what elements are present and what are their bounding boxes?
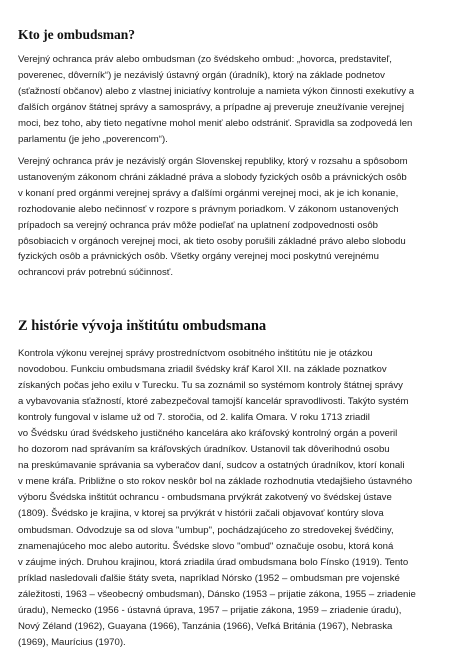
- text-line: vo Švédsku úrad švédskeho justičného kancelára ako kráľovský kontrolný orgán a poveril: [18, 428, 398, 440]
- text-line: ďalších orgánov štátnej správy a samosprávy, a prípadne aj preveruje zneužívanie verejnej: [18, 101, 404, 113]
- text-line: ombudsman. Odvodzuje sa od slova "umbup", pochádzajúceho zo stredovekej švédčiny,: [18, 524, 394, 536]
- text-line: moci, bez toho, aby tieto negatívne mohol meniť alebo odstrániť. Spravidla sa zodpovedá len: [18, 117, 413, 129]
- text-line: ho dozorom nad správaním sa kráľovských úradníkov. Ustanovil tak dôverihodnú osobu: [18, 444, 390, 456]
- text-line: pôsobiacich v orgánoch verejnej moci, ak tieto osoby porušili základné právo alebo slobodu: [18, 235, 406, 247]
- text-line: parlamentu (je jeho „poverencom“).: [18, 133, 168, 145]
- paragraph-history: [18, 346, 450, 651]
- text-line: znamenajúceho moc alebo autoritu. Švédske slovo "ombud" označuje osobu, ktorá koná: [18, 540, 394, 552]
- text-line: Verejný ochranca práv je nezávislý orgán Slovenskej republiky, ktorý v rozsahu a spôsobom: [18, 156, 408, 167]
- text-line: kontroly fungoval v islame už od 7. storočia, od 2. kalifa Omara. V roku 1713 zriadil: [18, 412, 370, 424]
- text-line: v mene kráľa. Približne o sto rokov neskôr bol na základe rozhodnutia vtedajšieho ústavného: [18, 476, 413, 488]
- text-line: záležitosti, 1963 – všeobecný ombudsman), Dánsko (1953 – prijatie zákona, 1955 – zriadenie: [18, 588, 416, 600]
- paragraph-definition: [18, 52, 450, 147]
- text-line: Kontrola výkonu verejnej správy prostredníctvom osobitného inštitútu nie je otázkou: [18, 348, 373, 359]
- section-title-ombudsman: Kto je ombudsman?: [18, 27, 136, 42]
- text-line: príklad nasledovali ďalšie štáty sveta, napríklad Nórsko (1952 – ombudsman pre vojenské: [18, 572, 400, 584]
- section-title-history: Z histórie vývoja inštitútu ombudsmana: [18, 318, 267, 334]
- text-line: (1969), Maurícius (1970).: [18, 636, 126, 648]
- text-line: na preskúmavanie správania sa vyberačov daní, sudcov a ostatných úradníkov, ktorí konali: [18, 460, 405, 472]
- text-line: výboru Švédska inštitút ochrancu - ombudsmana prvýkrát zakotvený vo švédskej ústave: [18, 492, 392, 504]
- text-line: prípadoch sa verejný ochranca práv môže podieľať na uplatnení zodpovednosti osôb: [18, 219, 378, 231]
- paragraph-slovak-ombudsman: [18, 154, 450, 281]
- text-line: a vybavovania sťažností, ktoré zabezpečoval tamojší kancelár spravodlivosti. Takýto systém: [18, 396, 409, 408]
- text-line: získaných počas jeho exilu v Turecku. Tu sa zoznámil so systémom kontroly štátnej správy: [18, 380, 403, 392]
- text-line: ustanoveným zákonom chráni základné práva a slobody fyzických osôb a právnických osôb: [18, 171, 407, 183]
- text-line: v konaní pred orgánmi verejnej správy a ďalšími orgánmi verejnej moci, ak je ich konanie,: [18, 187, 399, 199]
- text-line: Verejný ochranca práv alebo ombudsman (zo švédskeho ombud: „hovorca, predstaviteľ,: [18, 54, 392, 65]
- text-line: Nový Zéland (1962), Guayana (1966), Tanzánia (1966), Veľká Británia (1967), Nebraska: [18, 620, 393, 632]
- text-line: (1809). Švédsko je krajina, v ktorej sa prvýkrát v histórii začali objavovať kontúry slova: [18, 508, 384, 520]
- text-line: poverenec, dôverník“) je nezávislý ústavný orgán (úradník), ktorý na základe podnetov: [18, 69, 385, 81]
- text-line: ochrancovi práv potrebnú súčinnosť.: [18, 267, 174, 279]
- text-line: novodobou. Funkciu ombudsmana zriadil švédsky kráľ Karol XII. na základe poznatkov: [18, 364, 387, 376]
- text-line: v záujme iných. Druhou krajinou, ktorá zriadila úrad ombudsmana bolo Fínsko (1919). Tento: [18, 556, 409, 568]
- text-line: (sťažností občanov) alebo z vlastnej iniciatívy kontroluje a namieta výkon činnosti exekutívy a: [18, 85, 415, 97]
- text-line: úradu), Nemecko (1956 - ústavná úprava, 1957 – prijatie zákona, 1959 – zriadenie úradu),: [18, 604, 402, 616]
- text-line: rozhodovanie alebo nečinnosť v rozpore s právnym poriadkom. V zákonom ustanovených: [18, 203, 399, 215]
- text-line: fyzických osôb a právnických osôb. Všetky orgány verejnej moci poskytnú verejnému: [18, 251, 379, 263]
